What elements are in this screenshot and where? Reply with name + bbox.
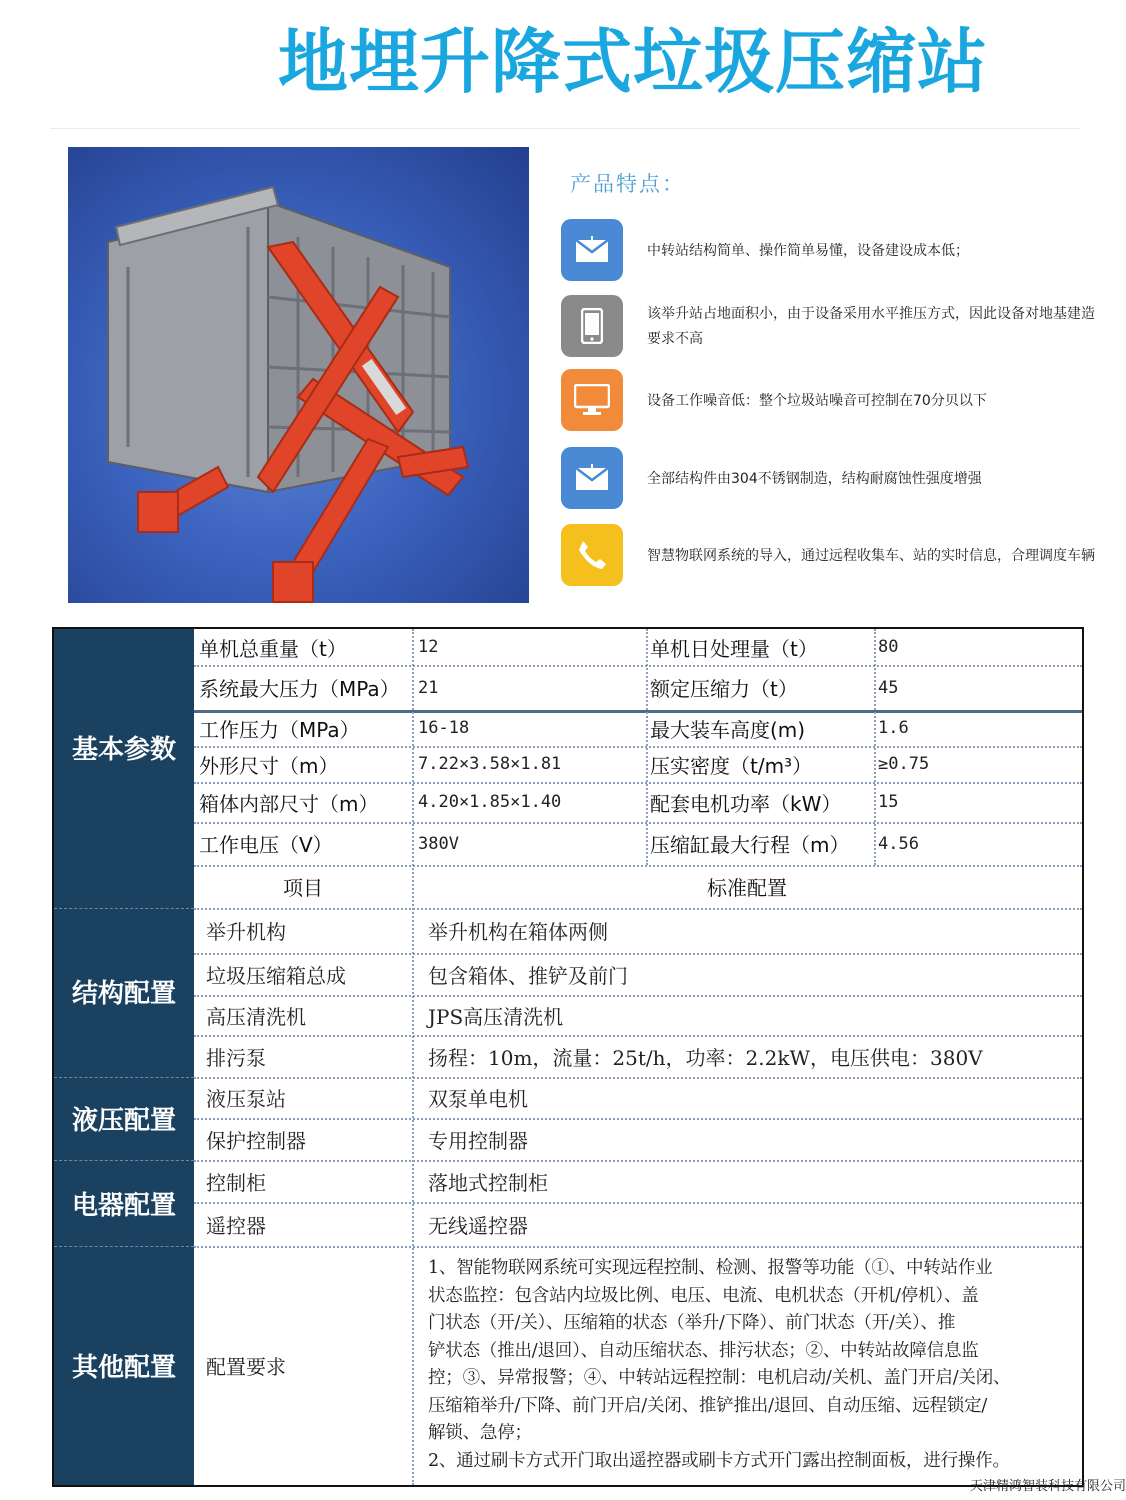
param-value: 7.22×3.58×1.81 — [418, 754, 562, 774]
param-value: 21 — [418, 677, 439, 698]
config-value: 落地式控制柜 — [428, 1170, 548, 1195]
monitor-icon — [561, 369, 623, 431]
phone-icon — [561, 295, 623, 357]
requirement-line: 压缩箱举升/下降、前门开启/关闭、推铲推出/退回、自动压缩、远程锁定/ — [428, 1395, 988, 1416]
param-value: 16-18 — [418, 718, 470, 738]
feature-text: 全部结构件由304不锈钢制造，结构耐腐蚀性强度增强 — [647, 470, 982, 487]
param-label: 箱体内部尺寸（m） — [199, 791, 379, 816]
config-value: 包含箱体、推铲及前门 — [428, 963, 628, 988]
envelope-icon — [561, 219, 623, 281]
requirement-line: 2、通过刷卡方式开门取出遥控器或刷卡方式开门露出控制面板，进行操作。 — [428, 1450, 1010, 1471]
requirement-line: 铲状态（推出/退回）、自动压缩状态、排污状态；②、中转站故障信息监 — [428, 1340, 979, 1361]
feature-item — [561, 295, 1101, 359]
config-item: 保护控制器 — [206, 1128, 306, 1153]
divider — [50, 128, 1080, 129]
section-other: 其他配置 — [71, 1353, 176, 1383]
param-label: 压实密度（t/m³） — [650, 753, 813, 778]
feature-text: 设备工作噪音低：整个垃圾站噪音可控制在70分贝以下 — [647, 392, 987, 409]
feature-item — [561, 447, 1101, 511]
config-requirements — [428, 1255, 1078, 1475]
config-item: 举升机构 — [206, 920, 286, 944]
requirement-line: 控；③、异常报警；④、中转站远程控制：电机启动/关机、盖门开启/关闭、 — [428, 1368, 1011, 1388]
feature-item — [561, 524, 1101, 588]
param-label: 外形尺寸（m） — [199, 753, 339, 778]
requirement-line: 1、智能物联网系统可实现远程控制、检测、报警等功能（①、中转站作业 — [428, 1258, 993, 1278]
config-value: 举升机构在箱体两侧 — [428, 920, 608, 944]
config-header-item: 项目 — [283, 876, 323, 900]
feature-text: 该举升站占地面积小，由于设备采用水平推压方式，因此设备对地基建造要求不高 — [647, 306, 1095, 347]
feature-text: 智慧物联网系统的导入，通过远程收集车、站的实时信息，合理调度车辆 — [647, 547, 1095, 564]
param-label: 配套电机功率（kW） — [650, 791, 842, 816]
config-item: 排污泵 — [206, 1045, 266, 1070]
param-value: 45 — [878, 677, 899, 698]
param-label: 单机总重量（t） — [199, 636, 347, 661]
product-photo — [68, 147, 529, 603]
config-item: 控制柜 — [206, 1170, 266, 1195]
section-electrical: 电器配置 — [71, 1190, 176, 1221]
section-structure: 结构配置 — [71, 978, 176, 1009]
requirement-line: 状态监控：包含站内垃圾比例、电压、电流、电机状态（开机/停机）、盖 — [428, 1285, 979, 1306]
config-item: 液压泵站 — [206, 1087, 286, 1111]
param-value: 80 — [878, 637, 899, 657]
config-value: 无线遥控器 — [428, 1213, 528, 1238]
config-item: 配置要求 — [206, 1355, 286, 1379]
spec-table — [52, 627, 1084, 1487]
param-label: 压缩缸最大行程（m） — [650, 833, 850, 857]
config-item: 遥控器 — [206, 1213, 266, 1238]
config-value: 双泵单电机 — [428, 1087, 528, 1111]
config-item: 垃圾压缩箱总成 — [206, 963, 346, 988]
features-heading: 产品特点： — [570, 172, 685, 196]
param-value: 380V — [418, 833, 459, 854]
requirement-line: 解锁、急停； — [428, 1423, 532, 1443]
param-label: 单机日处理量（t） — [650, 636, 818, 661]
page-title: 地埋升降式垃圾压缩站 — [278, 21, 988, 103]
envelope-icon — [561, 447, 623, 509]
param-label: 工作电压（V） — [199, 833, 333, 857]
param-label: 工作压力（MPa） — [199, 717, 360, 742]
config-value: 专用控制器 — [428, 1128, 528, 1153]
config-value: 扬程：10m，流量：25t/h，功率：2.2kW，电压供电：380V — [428, 1045, 983, 1070]
compactor-illustration — [68, 147, 529, 603]
param-label: 最大装车高度(m) — [650, 717, 806, 742]
param-value: 4.20×1.85×1.40 — [418, 792, 562, 812]
param-value: 4.56 — [878, 833, 919, 854]
param-label: 额定压缩力（t） — [650, 677, 798, 701]
feature-text: 中转站结构简单、操作简单易懂，设备建设成本低； — [647, 242, 969, 259]
feature-item — [561, 369, 1101, 433]
config-header-standard: 标准配置 — [707, 876, 787, 900]
param-value: ≥0.75 — [878, 754, 930, 774]
param-label: 系统最大压力（MPa） — [199, 677, 400, 701]
param-value: 15 — [878, 792, 899, 812]
section-hydraulic: 液压配置 — [71, 1106, 176, 1136]
requirement-line: 门状态（开/关）、压缩箱的状态（举升/下降）、前门状态（开/关）、推 — [428, 1313, 956, 1333]
config-item: 高压清洗机 — [206, 1004, 306, 1029]
telephone-icon — [561, 524, 623, 586]
section-basic-params: 基本参数 — [71, 734, 176, 765]
feature-item — [561, 219, 1101, 283]
param-value: 12 — [418, 637, 439, 657]
config-value: JPS高压清洗机 — [428, 1004, 564, 1029]
company-footer: 天津精鸿智装科技有限公司 — [969, 1479, 1126, 1494]
param-value: 1.6 — [878, 718, 909, 738]
